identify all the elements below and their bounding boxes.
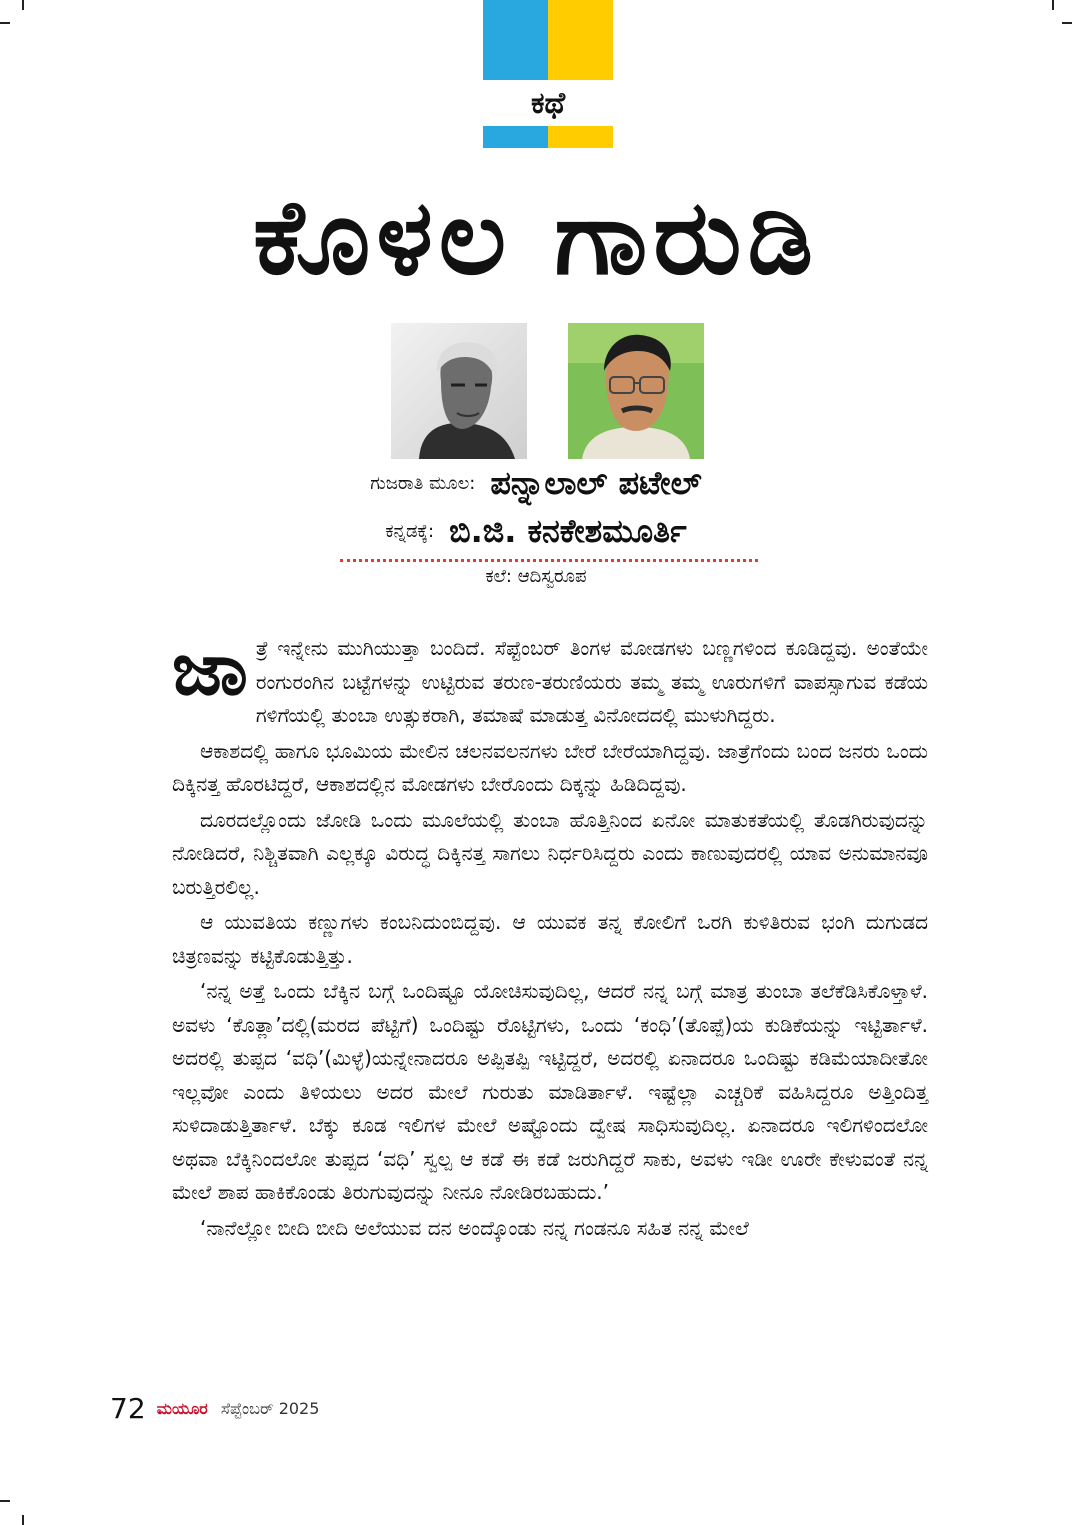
page-number: 72	[110, 1392, 146, 1425]
article-title: ಕೊಳಲ ಗಾರುಡಿ	[253, 176, 819, 298]
author-portrait	[391, 323, 527, 459]
issue-date: ಸೆಪ್ಟೆಂಬರ್ 2025	[220, 1398, 320, 1418]
paragraph: ಆಕಾಶದಲ್ಲಿ ಹಾಗೂ ಭೂಮಿಯ ಮೇಲಿನ ಚಲನವಲನಗಳು ಬೇರೆ ಬೇರೆಯಾಗಿದ್ದವು. ಜಾತ್ರೆಗೆಂದು ಬಂದ ಜನರು ಒಂದು ದಿಕ್ಕಿನತ್ತ ಹೊರಟಿದ್ದರೆ, ಆಕಾಶದಲ್ಲಿನ ಮೋಡಗಳು ಬೇರೊಂದು ದಿಕ್ಕನ್ನು ಹಿಡಿದಿದ್ದವು.	[172, 738, 928, 796]
art-credit: ಕಲೆ: ಆದಿಸ್ವರೂಪ	[485, 566, 587, 587]
paragraph: ‘ನನ್ನ ಅತ್ತೆ ಒಂದು ಬೆಕ್ಕಿನ ಬಗ್ಗೆ ಒಂದಿಷ್ಟೂ ಯೋಚಿಸುವುದಿಲ್ಲ, ಆದರೆ ನನ್ನ ಬಗ್ಗೆ ಮಾತ್ರ ತುಂಬಾ ತಲೆಕೆಡಿಸಿಕೊಳ್ತಾಳೆ. ಅವಳು ‘ಕೊತ್ಲಾ’ದಲ್ಲಿ(ಮರದ ಪೆಟ್ಟಿಗೆ) ಒಂದಿಷ್ಟು ರೊಟ್ಟಿಗಳು, ಒಂದು ‘ಕಂಧಿ’(ತೊಪ್ಪೆ)ಯ ಕುಡಿಕೆಯನ್ನು ಇಟ್ಟಿರ್ತಾಳೆ. ಅದರಲ್ಲಿ ತುಪ್ಪದ ‘ವಧಿ’(ಮಿಳ್ಳೆ)ಯನ್ನೇನಾದರೂ ಅಪ್ಪಿತಪ್ಪಿ ಇಟ್ಟಿದ್ದರೆ, ಅದರಲ್ಲಿ ಏನಾದರೂ ಒಂದಿಷ್ಟು ಕಡಿಮೆಯಾದೀತೋ ಇಲ್ಲವೋ ಎಂದು ತಿಳಿಯಲು ಅದರ ಮೇಲೆ ಗುರುತು ಮಾಡಿರ್ತಾಳೆ. ಇಷ್ಟೆಲ್ಲಾ ಎಚ್ಚರಿಕೆ ವಹಿಸಿದ್ದರೂ ಅತ್ತಿಂದಿತ್ತ ಸುಳಿದಾಡುತ್ತಿರ್ತಾಳೆ. ಬೆಕ್ಕು ಕೂಡ ಇಲಿಗಳ ಮೇಲೆ ಅಷ್ಟೊಂದು ದ್ವೇಷ ಸಾಧಿಸುವುದಿಲ್ಲ. ಏನಾದರೂ ಇಲಿಗಳಿಂದಲೋ ಅಥವಾ ಬೆಕ್ಕಿನಿಂದಲೋ ತುಪ್ಪದ ‘ವಧಿ’ ಸ್ವಲ್ಪ ಆ ಕಡೆ ಈ ಕಡೆ ಜರುಗಿದ್ದರೆ ಸಾಕು, ಅವಳು ಇಡೀ ಊರೇ ಕೇಳುವಂತೆ ನನ್ನ ಮೇಲೆ ಶಾಪ ಹಾಕಿಕೊಂಡು ತಿರುಗುವುದನ್ನು ನೀನೂ ನೋಡಿರಬಹುದು.’	[172, 979, 928, 1204]
section-tag	[483, 0, 613, 148]
article-body	[172, 626, 928, 1247]
translator-portrait	[568, 323, 704, 459]
section-tag-color-strip	[483, 126, 613, 148]
paragraph	[172, 626, 928, 733]
section-tag-color-block	[483, 0, 613, 80]
section-tag-blue	[483, 0, 548, 80]
crop-mark	[22, 1515, 24, 1525]
paragraph: ದೂರದಲ್ಲೊಂದು ಜೋಡಿ ಒಂದು ಮೂಲೆಯಲ್ಲಿ ತುಂಬಾ ಹೊತ್ತಿನಿಂದ ಏನೋ ಮಾತುಕತೆಯಲ್ಲಿ ತೊಡಗಿರುವುದನ್ನು ನೋಡಿದರೆ, ನಿಶ್ಚಿತವಾಗಿ ಎಲ್ಲಕ್ಕೂ ವಿರುದ್ಧ ದಿಕ್ಕಿನತ್ತ ಸಾಗಲು ನಿರ್ಧರಿಸಿದ್ದರು ಎಂದು ಕಾಣುವುದರಲ್ಲಿ ಯಾವ ಅನುಮಾನವೂ ಬರುತ್ತಿರಲಿಲ್ಲ.	[172, 807, 928, 899]
paragraph: ಆ ಯುವತಿಯ ಕಣ್ಣುಗಳು ಕಂಬನಿದುಂಬಿದ್ದವು. ಆ ಯುವಕ ತನ್ನ ಕೋಲಿಗೆ ಒರಗಿ ಕುಳಿತಿರುವ ಭಂಗಿ ದುಗುಡದ ಚಿತ್ರಣವನ್ನು ಕಟ್ಟಿಕೊಡುತ್ತಿತ್ತು.	[172, 910, 928, 968]
section-tag-yellow	[548, 0, 613, 80]
dotted-divider	[340, 559, 758, 562]
page-footer	[110, 1392, 319, 1425]
translation-credit	[0, 512, 1072, 551]
translator-name: ಬಿ.ಜಿ. ಕನಕೇಶಮೂರ್ತಿ	[449, 512, 687, 550]
crop-mark	[1062, 22, 1072, 24]
drop-cap: ಜಾ	[172, 626, 248, 712]
crop-mark	[0, 22, 10, 24]
section-label: ಕಥೆ	[530, 86, 566, 121]
crop-mark	[0, 1500, 10, 1502]
crop-mark	[1052, 0, 1054, 10]
crop-mark	[22, 0, 24, 10]
paragraph-text: ತ್ರೆ ಇನ್ನೇನು ಮುಗಿಯುತ್ತಾ ಬಂದಿದೆ. ಸೆಪ್ಟೆಂಬರ್ ತಿಂಗಳ ಮೋಡಗಳು ಬಣ್ಣಗಳಿಂದ ಕೂಡಿದ್ದವು. ಅಂತೆಯೇ ರಂಗುರಂಗಿನ ಬಟ್ಟೆಗಳನ್ನು ಉಟ್ಟಿರುವ ತರುಣ-ತರುಣಿಯರು ತಮ್ಮ ತಮ್ಮ ಊರುಗಳಿಗೆ ವಾಪಸ್ಸಾಗುವ ಕಡೆಯ ಗಳಿಗೆಯಲ್ಲಿ ತುಂಬಾ ಉತ್ಸುಕರಾಗಿ, ತಮಾಷೆ ಮಾಡುತ್ತ ವಿನೋದದಲ್ಲಿ ಮುಳುಗಿದ್ದರು.	[255, 636, 928, 727]
translation-label: ಕನ್ನಡಕ್ಕೆ:	[385, 521, 435, 542]
section-tag-yellow	[548, 126, 613, 148]
paragraph: ‘ನಾನೆಲ್ಲೋ ಬೀದಿ ಬೀದಿ ಅಲೆಯುವ ದನ ಅಂದ್ಕೊಂಡು ನನ್ನ ಗಂಡನೂ ಸಹಿತ ನನ್ನ ಮೇಲೆ	[200, 1215, 749, 1240]
original-author: ಪನ್ನಾಲಾಲ್ ಪಟೇಲ್	[490, 464, 702, 502]
magazine-logo: ಮಯೂರ	[156, 1398, 208, 1418]
original-label: ಗುಜರಾತಿ ಮೂಲ:	[370, 473, 476, 494]
section-tag-blue	[483, 126, 548, 148]
original-credit	[0, 464, 1072, 503]
